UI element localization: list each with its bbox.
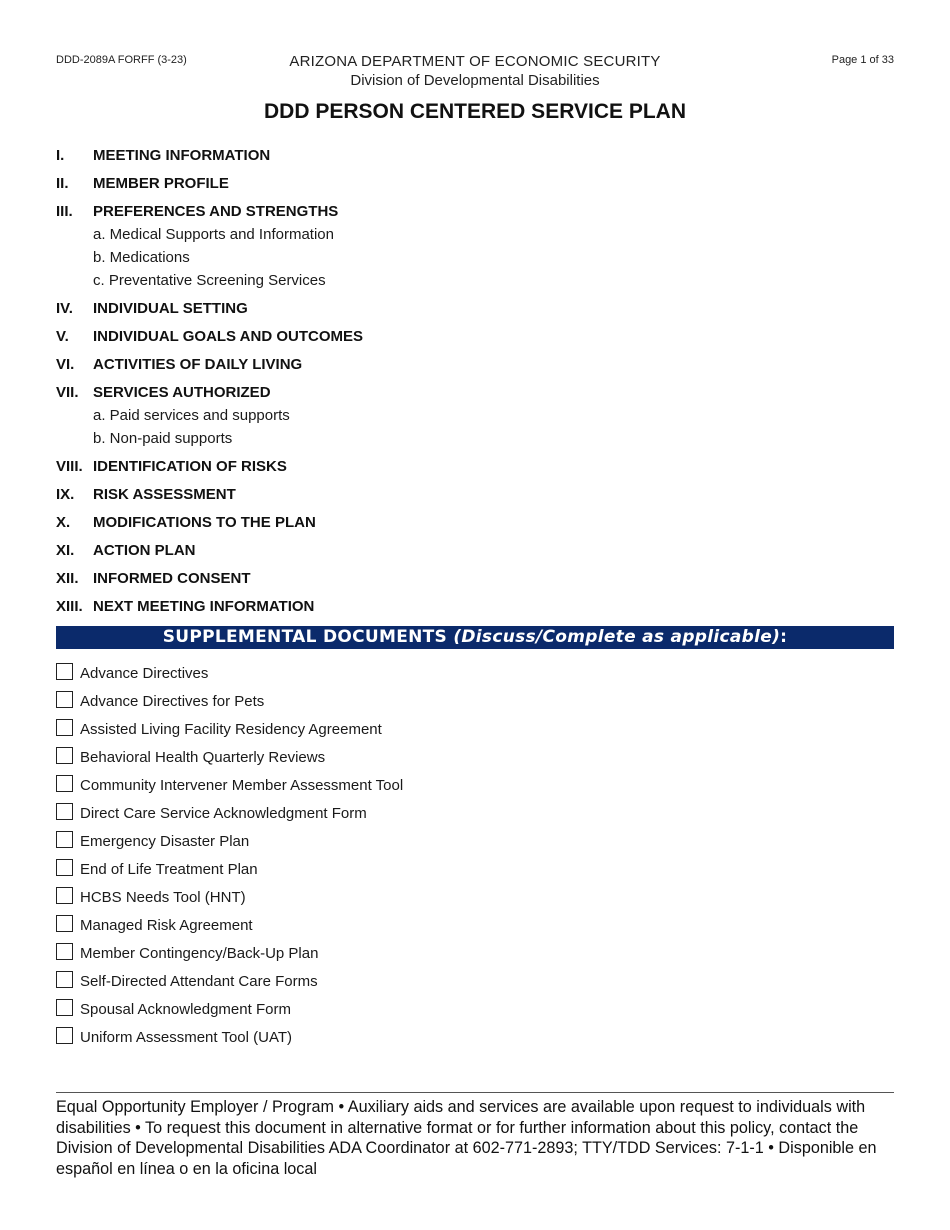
toc-section: [56, 482, 896, 506]
toc-section-title: PREFERENCES AND STRENGTHS: [93, 202, 339, 220]
toc-section: [56, 510, 896, 534]
toc-section-number: IX.: [56, 485, 75, 503]
toc-section-title: RISK ASSESSMENT: [93, 485, 236, 503]
toc-section-title: MEMBER PROFILE: [93, 174, 229, 192]
toc-section-number: XIII.: [56, 597, 83, 615]
checkbox[interactable]: [56, 663, 73, 680]
footer-divider: [56, 1092, 894, 1093]
toc-section-heading: [56, 199, 896, 223]
checkbox[interactable]: [56, 1027, 73, 1044]
toc-section-number: VIII.: [56, 457, 83, 475]
supplemental-colon: :: [780, 627, 788, 647]
supplemental-documents-checklist: [56, 659, 896, 1051]
form-id: DDD-2089A FORFF (3-23): [56, 54, 187, 66]
checkbox-label: Member Contingency/Back-Up Plan: [80, 944, 319, 962]
checkbox[interactable]: [56, 831, 73, 848]
toc-section-number: II.: [56, 174, 69, 192]
toc-section-title: MEETING INFORMATION: [93, 146, 271, 164]
toc-section-heading: [56, 510, 896, 534]
checkbox[interactable]: [56, 971, 73, 988]
toc-section-heading: [56, 380, 896, 404]
toc-section: [56, 352, 896, 376]
toc-section-number: X.: [56, 513, 71, 531]
toc-section: [56, 324, 896, 348]
page-number: Page 1 of 33: [831, 54, 894, 66]
toc-section: [56, 171, 896, 195]
checkbox-label: Community Intervener Member Assessment Tool: [80, 776, 404, 794]
checklist-item: [56, 715, 896, 743]
checkbox-label: Behavioral Health Quarterly Reviews: [80, 748, 326, 766]
toc-section-heading: [56, 538, 896, 562]
toc-section-heading: [56, 566, 896, 590]
toc-section-title: INDIVIDUAL GOALS AND OUTCOMES: [93, 327, 364, 345]
toc-section-number: VII.: [56, 383, 79, 401]
toc-section-number: XII.: [56, 569, 79, 587]
checkbox[interactable]: [56, 887, 73, 904]
toc-section: [56, 380, 896, 450]
checklist-item: [56, 883, 896, 911]
checkbox[interactable]: [56, 915, 73, 932]
checkbox-label: Direct Care Service Acknowledgment Form: [80, 804, 367, 822]
toc-section-heading: [56, 324, 896, 348]
supplemental-note: (Discuss/Complete as applicable): [453, 627, 781, 647]
agency-name: ARIZONA DEPARTMENT OF ECONOMIC SECURITY: [289, 53, 661, 70]
toc-section-number: III.: [56, 202, 73, 220]
toc-section-title: ACTION PLAN: [93, 541, 196, 559]
toc-section-heading: [56, 482, 896, 506]
division-name: Division of Developmental Disabilities: [350, 72, 600, 89]
toc-subsection: b. Medications: [93, 249, 190, 266]
toc-section-title: SERVICES AUTHORIZED: [93, 383, 271, 401]
checklist-item: [56, 827, 896, 855]
toc-section-number: XI.: [56, 541, 75, 559]
checkbox-label: Emergency Disaster Plan: [80, 832, 250, 850]
toc-section: [56, 594, 896, 618]
checklist-item: [56, 771, 896, 799]
toc-section-title: NEXT MEETING INFORMATION: [93, 597, 315, 615]
checklist-item: [56, 799, 896, 827]
checklist-item: [56, 743, 896, 771]
toc-subsection: a. Medical Supports and Information: [93, 226, 334, 243]
checkbox[interactable]: [56, 691, 73, 708]
checkbox[interactable]: [56, 999, 73, 1016]
toc-section-title: MODIFICATIONS TO THE PLAN: [93, 513, 316, 531]
toc-section-heading: [56, 296, 896, 320]
checkbox[interactable]: [56, 747, 73, 764]
checkbox[interactable]: [56, 803, 73, 820]
checkbox[interactable]: [56, 859, 73, 876]
checklist-item: [56, 967, 896, 995]
checkbox-label: HCBS Needs Tool (HNT): [80, 888, 246, 906]
checklist-item: [56, 939, 896, 967]
checkbox[interactable]: [56, 719, 73, 736]
toc-section-heading: [56, 171, 896, 195]
toc-subsection: a. Paid services and supports: [93, 407, 290, 424]
toc-section: [56, 454, 896, 478]
toc-section-number: IV.: [56, 299, 73, 317]
checkbox-label: End of Life Treatment Plan: [80, 860, 258, 878]
checklist-item: [56, 659, 896, 687]
toc-section-heading: [56, 594, 896, 618]
page-title: DDD PERSON CENTERED SERVICE PLAN: [263, 100, 686, 123]
checkbox[interactable]: [56, 943, 73, 960]
footer-notice: Equal Opportunity Employer / Program • Auxiliary aids and services are available upon request to individuals with disabilities • To request this document in alternative format or for further information about this policy, contact the Division of Developmental Disabilities ADA Coordinator at 602-771-2893; TTY/TDD Services: 7-1-1 • Disponible en español en línea o en la oficina local: [56, 1098, 877, 1178]
toc-section-heading: [56, 352, 896, 376]
toc-section-heading: [56, 143, 896, 167]
toc-section-number: V.: [56, 327, 69, 345]
checkbox-label: Advance Directives: [80, 664, 209, 682]
table-of-contents: [56, 143, 896, 622]
checkbox-label: Self-Directed Attendant Care Forms: [80, 972, 318, 990]
toc-section: [56, 566, 896, 590]
toc-section-title: INFORMED CONSENT: [93, 569, 251, 587]
checkbox-label: Assisted Living Facility Residency Agreement: [80, 720, 382, 738]
checklist-item: [56, 687, 896, 715]
supplemental-heading: SUPPLEMENTAL DOCUMENTS: [162, 627, 454, 647]
toc-subsection: b. Non-paid supports: [93, 430, 233, 447]
toc-subsection: c. Preventative Screening Services: [93, 272, 326, 289]
toc-section-number: VI.: [56, 355, 75, 373]
checkbox-label: Uniform Assessment Tool (UAT): [80, 1028, 292, 1046]
checkbox[interactable]: [56, 775, 73, 792]
checkbox-label: Spousal Acknowledgment Form: [80, 1000, 291, 1018]
supplemental-documents-header: [56, 626, 894, 649]
toc-section: [56, 296, 896, 320]
toc-section-number: I.: [56, 146, 65, 164]
toc-section: [56, 199, 896, 292]
checklist-item: [56, 855, 896, 883]
toc-section-heading: [56, 454, 896, 478]
checklist-item: [56, 995, 896, 1023]
toc-section-title: ACTIVITIES OF DAILY LIVING: [93, 355, 303, 373]
toc-section: [56, 143, 896, 167]
toc-section: [56, 538, 896, 562]
checkbox-label: Advance Directives for Pets: [80, 692, 265, 710]
checkbox-label: Managed Risk Agreement: [80, 916, 253, 934]
checklist-item: [56, 1023, 896, 1051]
toc-section-title: INDIVIDUAL SETTING: [93, 299, 248, 317]
toc-section-title: IDENTIFICATION OF RISKS: [93, 457, 287, 475]
checklist-item: [56, 911, 896, 939]
